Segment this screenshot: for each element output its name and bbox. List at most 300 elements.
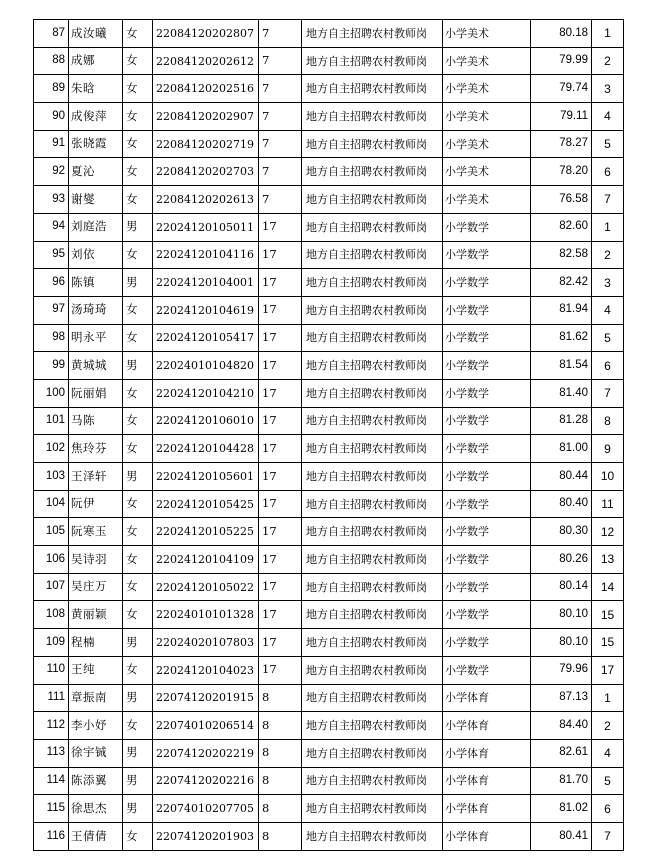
gender-cell: 女 — [123, 20, 153, 48]
rank-cell: 12 — [592, 518, 624, 546]
post-code-cell: 17 — [259, 379, 302, 407]
score-cell: 80.14 — [531, 573, 592, 601]
rank-cell: 17 — [592, 656, 624, 684]
subject-cell: 小学美术 — [443, 158, 531, 186]
score-cell: 81.70 — [531, 767, 592, 795]
subject-cell: 小学数学 — [443, 324, 531, 352]
score-cell: 78.27 — [531, 130, 592, 158]
row-number-cell: 90 — [34, 103, 69, 131]
exam-id-cell: 22084120202612 — [153, 47, 259, 75]
score-cell: 84.40 — [531, 712, 592, 740]
name-cell: 陈添翼 — [69, 767, 123, 795]
name-cell: 章振南 — [69, 684, 123, 712]
row-number-cell: 107 — [34, 573, 69, 601]
gender-cell: 女 — [123, 241, 153, 269]
table-row — [34, 103, 624, 131]
subject-cell: 小学体育 — [443, 822, 531, 850]
post-name-cell: 地方自主招聘农村教师岗 — [302, 75, 443, 103]
post-name-cell: 地方自主招聘农村教师岗 — [302, 379, 443, 407]
exam-id-cell: 22024120104023 — [153, 656, 259, 684]
table-row — [34, 490, 624, 518]
exam-id-cell: 22074010207705 — [153, 795, 259, 823]
score-cell: 76.58 — [531, 186, 592, 214]
post-name-cell: 地方自主招聘农村教师岗 — [302, 573, 443, 601]
rank-cell: 7 — [592, 379, 624, 407]
table-row — [34, 684, 624, 712]
rank-cell: 5 — [592, 324, 624, 352]
post-code-cell: 8 — [259, 684, 302, 712]
table-row — [34, 518, 624, 546]
subject-cell: 小学美术 — [443, 130, 531, 158]
subject-cell: 小学体育 — [443, 712, 531, 740]
score-cell: 79.11 — [531, 103, 592, 131]
name-cell: 阮寒玉 — [69, 518, 123, 546]
rank-cell: 9 — [592, 435, 624, 463]
gender-cell: 女 — [123, 546, 153, 574]
exam-id-cell: 22024120104619 — [153, 296, 259, 324]
post-name-cell: 地方自主招聘农村教师岗 — [302, 712, 443, 740]
name-cell: 王倩倩 — [69, 822, 123, 850]
table-row — [34, 435, 624, 463]
gender-cell: 女 — [123, 435, 153, 463]
table-row — [34, 213, 624, 241]
row-number-cell: 97 — [34, 296, 69, 324]
name-cell: 谢燮 — [69, 186, 123, 214]
table-row — [34, 75, 624, 103]
gender-cell: 男 — [123, 352, 153, 380]
exam-id-cell: 22024010101328 — [153, 601, 259, 629]
subject-cell: 小学美术 — [443, 20, 531, 48]
score-cell: 80.10 — [531, 601, 592, 629]
post-name-cell: 地方自主招聘农村教师岗 — [302, 518, 443, 546]
post-code-cell: 7 — [259, 103, 302, 131]
score-cell: 82.61 — [531, 739, 592, 767]
score-cell: 87.13 — [531, 684, 592, 712]
subject-cell: 小学美术 — [443, 47, 531, 75]
post-code-cell: 7 — [259, 130, 302, 158]
table-row — [34, 629, 624, 657]
exam-id-cell: 22074120201903 — [153, 822, 259, 850]
score-cell: 82.60 — [531, 213, 592, 241]
post-name-cell: 地方自主招聘农村教师岗 — [302, 767, 443, 795]
table-row — [34, 822, 624, 850]
post-name-cell: 地方自主招聘农村教师岗 — [302, 103, 443, 131]
exam-id-cell: 22084120202516 — [153, 75, 259, 103]
post-code-cell: 17 — [259, 656, 302, 684]
row-number-cell: 111 — [34, 684, 69, 712]
row-number-cell: 96 — [34, 269, 69, 297]
rank-cell: 7 — [592, 822, 624, 850]
gender-cell: 男 — [123, 463, 153, 491]
score-cell: 78.20 — [531, 158, 592, 186]
results-table — [33, 19, 624, 851]
rank-cell: 6 — [592, 352, 624, 380]
exam-id-cell: 22084120202613 — [153, 186, 259, 214]
table-row — [34, 546, 624, 574]
post-name-cell: 地方自主招聘农村教师岗 — [302, 213, 443, 241]
subject-cell: 小学数学 — [443, 241, 531, 269]
row-number-cell: 113 — [34, 739, 69, 767]
row-number-cell: 109 — [34, 629, 69, 657]
exam-id-cell: 22024120104116 — [153, 241, 259, 269]
exam-id-cell: 22024120105011 — [153, 213, 259, 241]
gender-cell: 女 — [123, 407, 153, 435]
post-name-cell: 地方自主招聘农村教师岗 — [302, 130, 443, 158]
table-row — [34, 269, 624, 297]
post-name-cell: 地方自主招聘农村教师岗 — [302, 739, 443, 767]
row-number-cell: 110 — [34, 656, 69, 684]
rank-cell: 3 — [592, 269, 624, 297]
exam-id-cell: 22074120202216 — [153, 767, 259, 795]
gender-cell: 男 — [123, 213, 153, 241]
post-name-cell: 地方自主招聘农村教师岗 — [302, 352, 443, 380]
subject-cell: 小学数学 — [443, 656, 531, 684]
score-cell: 80.26 — [531, 546, 592, 574]
row-number-cell: 93 — [34, 186, 69, 214]
subject-cell: 小学数学 — [443, 407, 531, 435]
name-cell: 夏沁 — [69, 158, 123, 186]
gender-cell: 男 — [123, 739, 153, 767]
post-code-cell: 17 — [259, 241, 302, 269]
table-row — [34, 241, 624, 269]
row-number-cell: 106 — [34, 546, 69, 574]
rank-cell: 14 — [592, 573, 624, 601]
name-cell: 成俊萍 — [69, 103, 123, 131]
post-code-cell: 8 — [259, 795, 302, 823]
table-row — [34, 463, 624, 491]
gender-cell: 男 — [123, 629, 153, 657]
name-cell: 王纯 — [69, 656, 123, 684]
gender-cell: 女 — [123, 158, 153, 186]
table-row — [34, 352, 624, 380]
subject-cell: 小学美术 — [443, 103, 531, 131]
rank-cell: 5 — [592, 130, 624, 158]
exam-id-cell: 22024120104428 — [153, 435, 259, 463]
score-cell: 81.02 — [531, 795, 592, 823]
row-number-cell: 95 — [34, 241, 69, 269]
row-number-cell: 104 — [34, 490, 69, 518]
post-code-cell: 8 — [259, 767, 302, 795]
row-number-cell: 92 — [34, 158, 69, 186]
exam-id-cell: 22024120105601 — [153, 463, 259, 491]
rank-cell: 15 — [592, 629, 624, 657]
row-number-cell: 91 — [34, 130, 69, 158]
gender-cell: 女 — [123, 130, 153, 158]
subject-cell: 小学数学 — [443, 546, 531, 574]
name-cell: 徐宇铖 — [69, 739, 123, 767]
row-number-cell: 108 — [34, 601, 69, 629]
post-name-cell: 地方自主招聘农村教师岗 — [302, 463, 443, 491]
post-code-cell: 17 — [259, 629, 302, 657]
score-cell: 81.54 — [531, 352, 592, 380]
post-name-cell: 地方自主招聘农村教师岗 — [302, 241, 443, 269]
subject-cell: 小学数学 — [443, 601, 531, 629]
gender-cell: 女 — [123, 379, 153, 407]
post-code-cell: 7 — [259, 47, 302, 75]
exam-id-cell: 22074120201915 — [153, 684, 259, 712]
score-cell: 82.58 — [531, 241, 592, 269]
post-code-cell: 17 — [259, 407, 302, 435]
gender-cell: 女 — [123, 573, 153, 601]
gender-cell: 女 — [123, 186, 153, 214]
subject-cell: 小学数学 — [443, 490, 531, 518]
post-code-cell: 17 — [259, 573, 302, 601]
rank-cell: 15 — [592, 601, 624, 629]
row-number-cell: 101 — [34, 407, 69, 435]
post-name-cell: 地方自主招聘农村教师岗 — [302, 822, 443, 850]
subject-cell: 小学数学 — [443, 573, 531, 601]
name-cell: 成娜 — [69, 47, 123, 75]
exam-id-cell: 22024010104820 — [153, 352, 259, 380]
table-row — [34, 20, 624, 48]
exam-id-cell: 22024120105022 — [153, 573, 259, 601]
table-row — [34, 573, 624, 601]
rank-cell: 13 — [592, 546, 624, 574]
score-cell: 80.40 — [531, 490, 592, 518]
name-cell: 李小妤 — [69, 712, 123, 740]
table-row — [34, 379, 624, 407]
table-row — [34, 795, 624, 823]
rank-cell: 1 — [592, 213, 624, 241]
score-cell: 80.41 — [531, 822, 592, 850]
gender-cell: 男 — [123, 767, 153, 795]
subject-cell: 小学数学 — [443, 352, 531, 380]
rank-cell: 4 — [592, 739, 624, 767]
name-cell: 王泽轩 — [69, 463, 123, 491]
row-number-cell: 112 — [34, 712, 69, 740]
table-row — [34, 47, 624, 75]
subject-cell: 小学美术 — [443, 75, 531, 103]
name-cell: 刘庭浩 — [69, 213, 123, 241]
post-name-cell: 地方自主招聘农村教师岗 — [302, 324, 443, 352]
subject-cell: 小学数学 — [443, 518, 531, 546]
rank-cell: 4 — [592, 103, 624, 131]
row-number-cell: 105 — [34, 518, 69, 546]
exam-id-cell: 22024120104210 — [153, 379, 259, 407]
post-code-cell: 17 — [259, 463, 302, 491]
post-name-cell: 地方自主招聘农村教师岗 — [302, 795, 443, 823]
post-code-cell: 8 — [259, 739, 302, 767]
name-cell: 陈镇 — [69, 269, 123, 297]
subject-cell: 小学体育 — [443, 739, 531, 767]
subject-cell: 小学数学 — [443, 435, 531, 463]
table-row — [34, 656, 624, 684]
score-cell: 82.42 — [531, 269, 592, 297]
subject-cell: 小学数学 — [443, 213, 531, 241]
exam-id-cell: 22024120105417 — [153, 324, 259, 352]
rank-cell: 4 — [592, 296, 624, 324]
name-cell: 马陈 — [69, 407, 123, 435]
post-name-cell: 地方自主招聘农村教师岗 — [302, 629, 443, 657]
post-name-cell: 地方自主招聘农村教师岗 — [302, 490, 443, 518]
exam-id-cell: 22084120202703 — [153, 158, 259, 186]
row-number-cell: 89 — [34, 75, 69, 103]
post-name-cell: 地方自主招聘农村教师岗 — [302, 546, 443, 574]
name-cell: 焦玲芬 — [69, 435, 123, 463]
row-number-cell: 114 — [34, 767, 69, 795]
gender-cell: 男 — [123, 269, 153, 297]
name-cell: 张晓霞 — [69, 130, 123, 158]
post-name-cell: 地方自主招聘农村教师岗 — [302, 435, 443, 463]
score-cell: 80.30 — [531, 518, 592, 546]
score-cell: 81.00 — [531, 435, 592, 463]
post-name-cell: 地方自主招聘农村教师岗 — [302, 158, 443, 186]
exam-id-cell: 22024020107803 — [153, 629, 259, 657]
score-cell: 79.74 — [531, 75, 592, 103]
post-code-cell: 7 — [259, 158, 302, 186]
post-code-cell: 17 — [259, 213, 302, 241]
row-number-cell: 88 — [34, 47, 69, 75]
gender-cell: 女 — [123, 822, 153, 850]
row-number-cell: 87 — [34, 20, 69, 48]
name-cell: 朱晗 — [69, 75, 123, 103]
score-cell: 81.62 — [531, 324, 592, 352]
table-row — [34, 767, 624, 795]
rank-cell: 5 — [592, 767, 624, 795]
post-code-cell: 17 — [259, 546, 302, 574]
gender-cell: 女 — [123, 75, 153, 103]
post-name-cell: 地方自主招聘农村教师岗 — [302, 47, 443, 75]
name-cell: 成汝曦 — [69, 20, 123, 48]
rank-cell: 3 — [592, 75, 624, 103]
name-cell: 汤琦琦 — [69, 296, 123, 324]
subject-cell: 小学数学 — [443, 269, 531, 297]
exam-id-cell: 22074120202219 — [153, 739, 259, 767]
name-cell: 程楠 — [69, 629, 123, 657]
score-cell: 79.96 — [531, 656, 592, 684]
exam-id-cell: 22074010206514 — [153, 712, 259, 740]
row-number-cell: 116 — [34, 822, 69, 850]
subject-cell: 小学体育 — [443, 684, 531, 712]
table-row — [34, 296, 624, 324]
post-name-cell: 地方自主招聘农村教师岗 — [302, 656, 443, 684]
gender-cell: 女 — [123, 712, 153, 740]
rank-cell: 2 — [592, 47, 624, 75]
post-code-cell: 17 — [259, 601, 302, 629]
subject-cell: 小学美术 — [443, 186, 531, 214]
gender-cell: 女 — [123, 490, 153, 518]
rank-cell: 2 — [592, 712, 624, 740]
post-code-cell: 7 — [259, 186, 302, 214]
post-code-cell: 17 — [259, 490, 302, 518]
row-number-cell: 100 — [34, 379, 69, 407]
gender-cell: 女 — [123, 47, 153, 75]
exam-id-cell: 22084120202719 — [153, 130, 259, 158]
subject-cell: 小学数学 — [443, 463, 531, 491]
table-body — [34, 20, 624, 851]
post-code-cell: 17 — [259, 269, 302, 297]
rank-cell: 8 — [592, 407, 624, 435]
score-cell: 80.18 — [531, 20, 592, 48]
row-number-cell: 102 — [34, 435, 69, 463]
row-number-cell: 99 — [34, 352, 69, 380]
gender-cell: 女 — [123, 296, 153, 324]
post-code-cell: 17 — [259, 324, 302, 352]
rank-cell: 1 — [592, 684, 624, 712]
name-cell: 徐思杰 — [69, 795, 123, 823]
rank-cell: 10 — [592, 463, 624, 491]
table-row — [34, 130, 624, 158]
name-cell: 黄丽颖 — [69, 601, 123, 629]
exam-id-cell: 22024120104109 — [153, 546, 259, 574]
score-cell: 80.44 — [531, 463, 592, 491]
table-row — [34, 739, 624, 767]
post-code-cell: 17 — [259, 352, 302, 380]
score-cell: 80.10 — [531, 629, 592, 657]
subject-cell: 小学体育 — [443, 795, 531, 823]
name-cell: 黄城城 — [69, 352, 123, 380]
rank-cell: 2 — [592, 241, 624, 269]
name-cell: 阮丽娟 — [69, 379, 123, 407]
name-cell: 吴诗羽 — [69, 546, 123, 574]
name-cell: 明永平 — [69, 324, 123, 352]
results-sheet — [33, 19, 623, 851]
rank-cell: 6 — [592, 795, 624, 823]
post-name-cell: 地方自主招聘农村教师岗 — [302, 20, 443, 48]
gender-cell: 男 — [123, 684, 153, 712]
post-name-cell: 地方自主招聘农村教师岗 — [302, 601, 443, 629]
score-cell: 81.28 — [531, 407, 592, 435]
name-cell: 阮伊 — [69, 490, 123, 518]
score-cell: 81.40 — [531, 379, 592, 407]
post-name-cell: 地方自主招聘农村教师岗 — [302, 296, 443, 324]
table-row — [34, 324, 624, 352]
name-cell: 吴庄万 — [69, 573, 123, 601]
subject-cell: 小学数学 — [443, 296, 531, 324]
row-number-cell: 115 — [34, 795, 69, 823]
subject-cell: 小学数学 — [443, 379, 531, 407]
table-row — [34, 407, 624, 435]
table-row — [34, 712, 624, 740]
post-code-cell: 8 — [259, 822, 302, 850]
subject-cell: 小学数学 — [443, 629, 531, 657]
exam-id-cell: 22084120202907 — [153, 103, 259, 131]
subject-cell: 小学体育 — [443, 767, 531, 795]
row-number-cell: 103 — [34, 463, 69, 491]
post-code-cell: 8 — [259, 712, 302, 740]
row-number-cell: 98 — [34, 324, 69, 352]
gender-cell: 女 — [123, 324, 153, 352]
post-code-cell: 7 — [259, 75, 302, 103]
post-name-cell: 地方自主招聘农村教师岗 — [302, 407, 443, 435]
name-cell: 刘依 — [69, 241, 123, 269]
gender-cell: 女 — [123, 103, 153, 131]
score-cell: 81.94 — [531, 296, 592, 324]
table-row — [34, 601, 624, 629]
rank-cell: 6 — [592, 158, 624, 186]
gender-cell: 男 — [123, 795, 153, 823]
post-code-cell: 17 — [259, 435, 302, 463]
rank-cell: 7 — [592, 186, 624, 214]
post-code-cell: 17 — [259, 518, 302, 546]
exam-id-cell: 22024120106010 — [153, 407, 259, 435]
gender-cell: 女 — [123, 601, 153, 629]
table-row — [34, 158, 624, 186]
rank-cell: 1 — [592, 20, 624, 48]
rank-cell: 11 — [592, 490, 624, 518]
exam-id-cell: 22024120105225 — [153, 518, 259, 546]
gender-cell: 女 — [123, 656, 153, 684]
gender-cell: 女 — [123, 518, 153, 546]
post-code-cell: 7 — [259, 20, 302, 48]
post-code-cell: 17 — [259, 296, 302, 324]
post-name-cell: 地方自主招聘农村教师岗 — [302, 684, 443, 712]
exam-id-cell: 22024120104001 — [153, 269, 259, 297]
post-name-cell: 地方自主招聘农村教师岗 — [302, 186, 443, 214]
post-name-cell: 地方自主招聘农村教师岗 — [302, 269, 443, 297]
row-number-cell: 94 — [34, 213, 69, 241]
score-cell: 79.99 — [531, 47, 592, 75]
